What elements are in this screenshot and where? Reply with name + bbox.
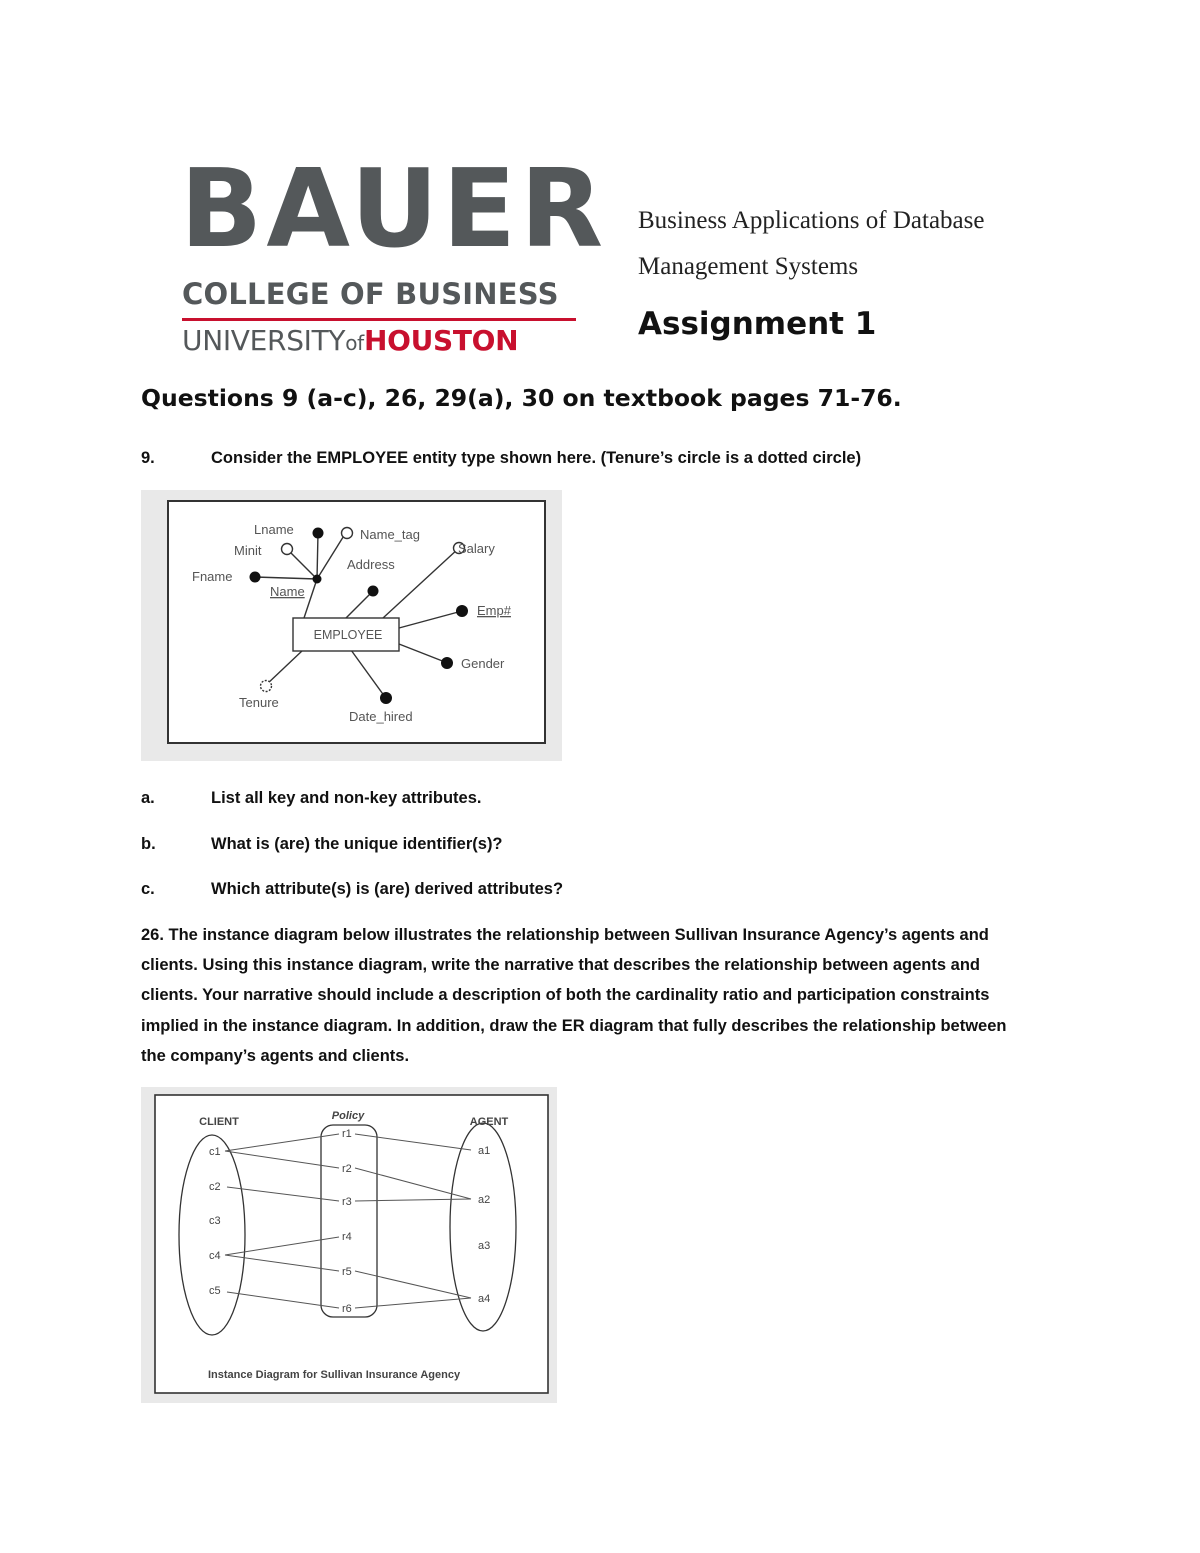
tenure-label: Tenure [239, 695, 279, 710]
policy-r2: r2 [342, 1163, 352, 1175]
tenure-dotted-circle [261, 681, 272, 692]
emp-label: Emp# [477, 603, 511, 618]
q9a-label: a. [141, 789, 155, 807]
gender-label: Gender [461, 656, 505, 671]
address-filled-circle [368, 586, 379, 597]
employee-label: EMPLOYEE [313, 628, 383, 642]
fname-label: Fname [192, 569, 233, 584]
questions-heading: Questions 9 (a-c), 26, 29(a), 30 on textbook pages 71-76. [141, 384, 902, 412]
policy-r5: r5 [342, 1266, 352, 1278]
logo-university: UNIVERSITY [182, 324, 346, 357]
q9b-label: b. [141, 835, 156, 853]
emp-filled-circle [456, 605, 468, 617]
minit-label: Minit [234, 543, 262, 558]
policy-r4: r4 [342, 1231, 352, 1243]
q9-text: Consider the EMPLOYEE entity type shown here. (Tenure’s circle is a dotted circle) [211, 449, 862, 467]
client-c3: c3 [209, 1215, 221, 1227]
policy-r1: r1 [342, 1128, 352, 1140]
policy-r3: r3 [342, 1196, 352, 1208]
assignment-title: Assignment 1 [638, 306, 877, 342]
instance-diagram-svg [141, 1087, 557, 1403]
q26-paragraph [141, 920, 1061, 1071]
instance-diagram-figure [141, 1087, 557, 1403]
q26-line2: clients. Using this instance diagram, write the narrative that describes the relationship between agents and [141, 956, 980, 975]
logo-bauer-text: BAUER [180, 147, 608, 272]
client-c1: c1 [209, 1146, 221, 1158]
logo-divider [182, 318, 576, 321]
q26-line3: clients. Your narrative should include a description of both the cardinality ratio and participation constraints [141, 986, 990, 1005]
q26-line4: implied in the instance diagram. In addition, draw the ER diagram that fully describes the relationship between [141, 1016, 1007, 1035]
logo-houston: HOUSTON [363, 324, 519, 357]
q26-line1: 26. The instance diagram below illustrates the relationship between Sullivan Insurance Agency’s agents and [141, 926, 989, 944]
name-tag-open-circle [342, 528, 353, 539]
minit-open-circle [282, 544, 293, 555]
address-label: Address [347, 557, 395, 572]
policy-r6: r6 [342, 1303, 352, 1315]
agent-a1: a1 [478, 1145, 491, 1157]
logo-college-text: COLLEGE OF BUSINESS [182, 277, 559, 311]
q9c-text: Which attribute(s) is (are) derived attributes? [211, 880, 564, 898]
q9c-label: c. [141, 880, 155, 898]
lname-filled-circle [313, 528, 324, 539]
q26-line5: the company’s agents and clients. [141, 1046, 410, 1065]
employee-diagram-svg [141, 490, 562, 761]
client-header: CLIENT [199, 1116, 239, 1128]
q9-number: 9. [141, 449, 155, 467]
client-c4: c4 [209, 1250, 221, 1262]
name-label: Name [270, 584, 305, 599]
agent-a3: a3 [478, 1240, 491, 1252]
bauer-logo [180, 147, 608, 357]
policy-header: Policy [331, 1110, 365, 1122]
q9a-text: List all key and non-key attributes. [211, 789, 482, 807]
lname-label: Lname [254, 522, 294, 537]
instance-diagram-caption: Instance Diagram for Sullivan Insurance Agency [208, 1369, 461, 1381]
agent-a4: a4 [478, 1293, 491, 1305]
agent-a2: a2 [478, 1194, 491, 1206]
date-hired-filled-circle [380, 692, 392, 704]
course-title-line1: Business Applications of Database [638, 207, 985, 234]
gender-filled-circle [441, 657, 453, 669]
salary-label: Salary [458, 541, 495, 556]
name-tag-label: Name_tag [360, 527, 420, 542]
employee-entity-figure [141, 490, 562, 761]
date-hired-label: Date_hired [349, 709, 413, 724]
client-c5: c5 [209, 1285, 221, 1297]
fname-filled-circle [250, 572, 261, 583]
course-title-line2: Management Systems [638, 253, 859, 280]
agent-header: AGENT [469, 1116, 509, 1128]
name-junction-dot [313, 575, 322, 584]
logo-of: of [345, 331, 364, 355]
q9b-text: What is (are) the unique identifier(s)? [211, 835, 503, 853]
course-title [638, 198, 1118, 290]
client-c2: c2 [209, 1181, 221, 1193]
logo-university-text [182, 324, 519, 357]
